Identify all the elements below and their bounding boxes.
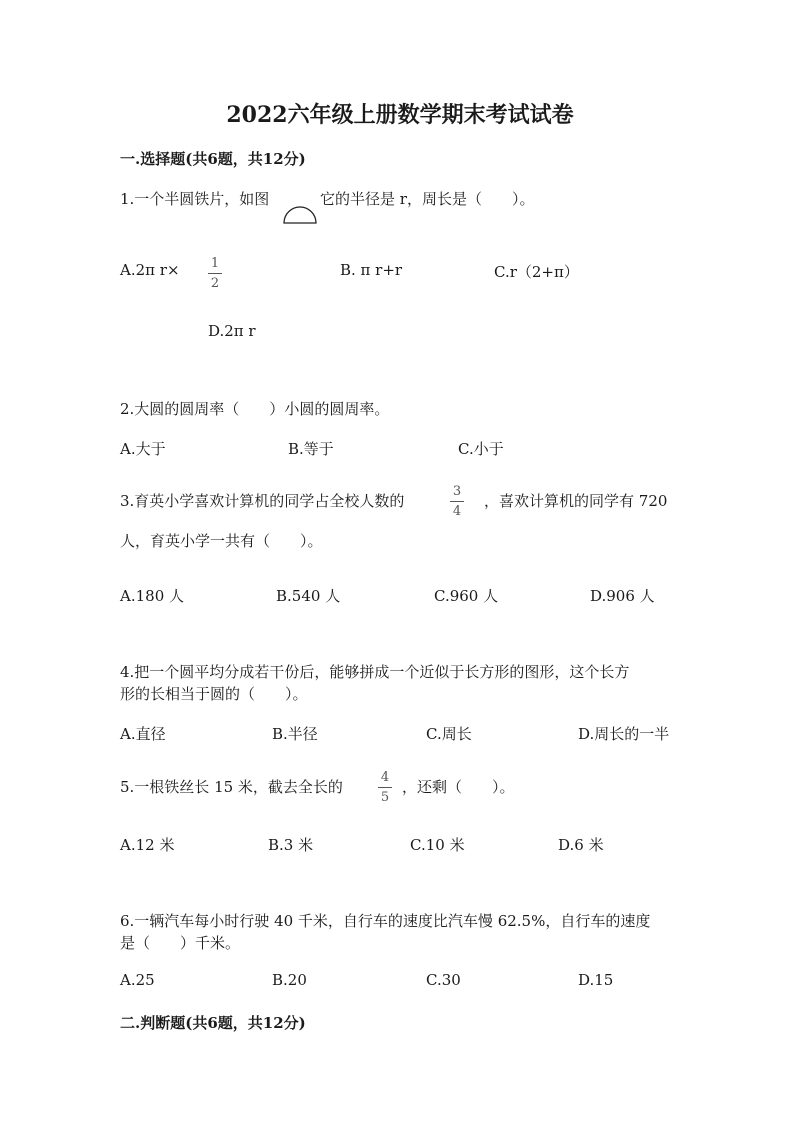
fraction-numerator: 3	[452, 484, 462, 499]
q1-option-b[interactable]: B. π r+r	[340, 261, 403, 279]
question-4-text-line2: 形的长相当于圆的（ ）。	[120, 685, 308, 703]
q5-option-b[interactable]: B.3 米	[268, 836, 314, 854]
page-title: 2022六年级上册数学期末考试试卷	[226, 102, 574, 128]
fraction-numerator: 1	[210, 256, 220, 271]
fraction-4-5	[378, 771, 392, 804]
fraction-bar	[450, 501, 464, 502]
question-6-text: 6.一辆汽车每小时行驶 40 千米，自行车的速度比汽车慢 62.5%，自行车的速度	[120, 912, 651, 930]
fraction-1-2	[208, 257, 222, 290]
question-3-text-line2: 人，育英小学一共有（ ）。	[120, 532, 323, 550]
fraction-bar	[378, 787, 392, 788]
question-3-text-cont: ，喜欢计算机的同学有 720	[484, 492, 668, 510]
section-heading-judgment: 二.判断题(共6题，共12分)	[120, 1014, 306, 1032]
question-6-text-line2: 是（ ）千米。	[120, 934, 241, 952]
q2-option-b[interactable]: B.等于	[288, 440, 334, 458]
fraction-denominator: 2	[210, 276, 220, 291]
question-1-text: 1.一个半圆铁片，如图	[120, 190, 270, 208]
q2-option-a[interactable]: A.大于	[120, 440, 166, 458]
question-1-text-cont: 它的半径是 r，周长是（ ）。	[320, 190, 535, 208]
fraction-bar	[208, 273, 222, 274]
fraction-numerator: 4	[380, 770, 390, 785]
q3-option-b[interactable]: B.540 人	[276, 587, 341, 605]
q6-option-c[interactable]: C.30	[426, 971, 461, 989]
question-5-text: 5.一根铁丝长 15 米，截去全长的	[120, 778, 343, 796]
q3-option-d[interactable]: D.906 人	[590, 587, 655, 605]
q1-option-d[interactable]: D.2π r	[208, 322, 256, 340]
q6-option-a[interactable]: A.25	[120, 971, 155, 989]
q3-option-c[interactable]: C.960 人	[434, 587, 499, 605]
q6-option-b[interactable]: B.20	[272, 971, 307, 989]
question-3-text: 3.育英小学喜欢计算机的同学占全校人数的	[120, 492, 405, 510]
q2-option-c[interactable]: C.小于	[458, 440, 504, 458]
section-heading-choice: 一.选择题(共6题，共12分)	[120, 150, 306, 168]
q1-option-a[interactable]: A.2π r×	[120, 261, 180, 279]
q5-option-a[interactable]: A.12 米	[120, 836, 175, 854]
q4-option-c[interactable]: C.周长	[426, 725, 472, 743]
q5-option-c[interactable]: C.10 米	[410, 836, 465, 854]
q5-option-d[interactable]: D.6 米	[558, 836, 604, 854]
q4-option-a[interactable]: A.直径	[120, 725, 166, 743]
q4-option-b[interactable]: B.半径	[272, 725, 318, 743]
fraction-denominator: 4	[452, 504, 462, 519]
fraction-3-4	[450, 485, 464, 518]
question-5-text-cont: ，还剩（ ）。	[402, 778, 515, 796]
question-4-text: 4.把一个圆平均分成若干份后，能够拼成一个近似于长方形的图形，这个长方	[120, 663, 630, 681]
semicircle-figure	[282, 203, 318, 225]
q3-option-a[interactable]: A.180 人	[120, 587, 184, 605]
q4-option-d[interactable]: D.周长的一半	[578, 725, 670, 743]
q1-option-c[interactable]: C.r（2+π）	[494, 263, 579, 281]
fraction-denominator: 5	[380, 790, 390, 805]
question-2-text: 2.大圆的圆周率（ ）小圆的圆周率。	[120, 400, 390, 418]
q6-option-d[interactable]: D.15	[578, 971, 614, 989]
